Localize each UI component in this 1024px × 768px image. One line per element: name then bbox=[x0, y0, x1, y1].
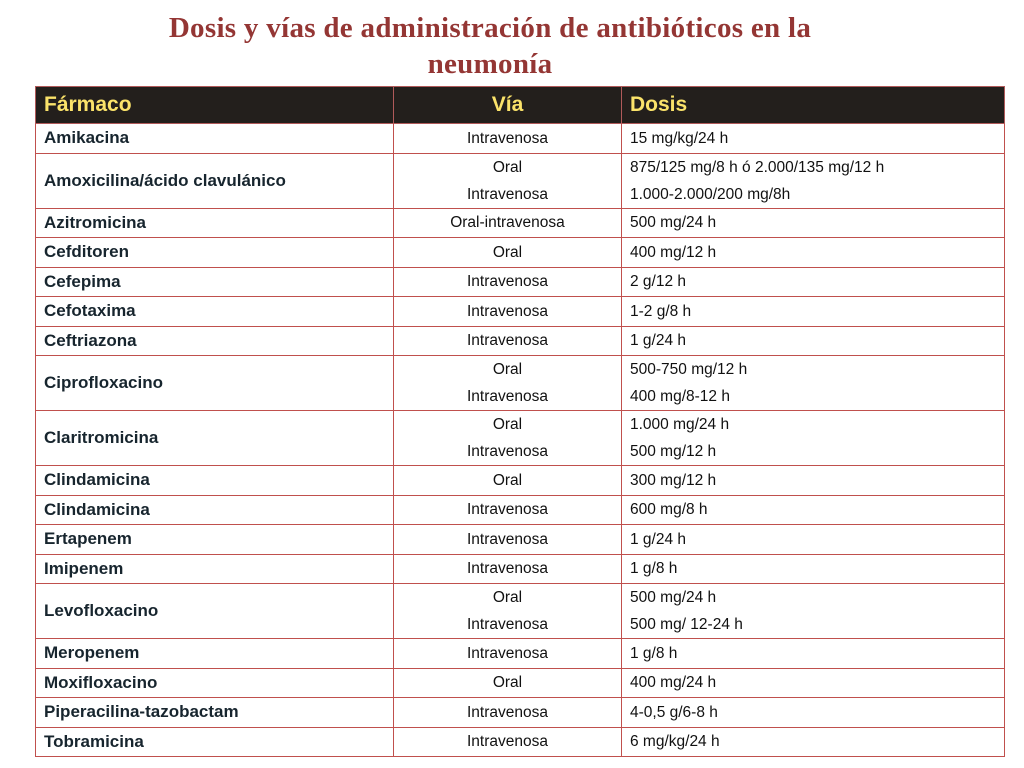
dose-cell bbox=[622, 356, 1005, 411]
drug-name-cell: Clindamicina bbox=[36, 466, 394, 496]
route-value: Intravenosa bbox=[467, 443, 548, 460]
table-row bbox=[36, 208, 1005, 238]
table-row bbox=[36, 124, 1005, 154]
route-cell bbox=[394, 668, 622, 698]
dose-cell bbox=[622, 466, 1005, 496]
route-cell bbox=[394, 153, 622, 208]
dose-cell bbox=[622, 411, 1005, 466]
route-value: Oral bbox=[492, 243, 523, 261]
dose-cell bbox=[622, 238, 1005, 268]
drug-name-cell: Ertapenem bbox=[36, 525, 394, 555]
route-cell bbox=[394, 297, 622, 327]
dose-cell bbox=[622, 495, 1005, 525]
dose-value: 2 g/12 h bbox=[630, 273, 687, 291]
route-value: Intravenosa bbox=[467, 530, 548, 548]
dose-cell bbox=[622, 124, 1005, 154]
dose-value: 1-2 g/8 h bbox=[630, 302, 692, 320]
header-dose: Dosis bbox=[622, 87, 1005, 124]
table-row bbox=[36, 466, 1005, 496]
route-cell bbox=[394, 124, 622, 154]
route-value: Oral bbox=[492, 416, 523, 433]
drug-name-cell: Claritromicina bbox=[36, 411, 394, 466]
table-body bbox=[36, 124, 1005, 757]
dose-value: 15 mg/kg/24 h bbox=[630, 129, 729, 147]
route-cell bbox=[394, 727, 622, 757]
drug-name-cell: Ceftriazona bbox=[36, 326, 394, 356]
route-value: Oral bbox=[492, 361, 523, 378]
table-row bbox=[36, 153, 1005, 208]
dose-cell bbox=[622, 153, 1005, 208]
dose-cell bbox=[622, 698, 1005, 728]
dose-value: 1.000-2.000/200 mg/8h bbox=[630, 185, 791, 203]
drug-name-cell: Clindamicina bbox=[36, 495, 394, 525]
table-header-row bbox=[36, 87, 1005, 124]
drug-name-cell: Levofloxacino bbox=[36, 584, 394, 639]
dose-cell bbox=[622, 639, 1005, 669]
route-cell bbox=[394, 554, 622, 584]
dose-value: 4-0,5 g/6-8 h bbox=[630, 703, 718, 721]
dose-value: 6 mg/kg/24 h bbox=[630, 733, 720, 751]
table-row bbox=[36, 238, 1005, 268]
route-value: Intravenosa bbox=[467, 185, 548, 203]
drug-name-cell: Piperacilina-tazobactam bbox=[36, 698, 394, 728]
route-cell bbox=[394, 466, 622, 496]
dose-cell bbox=[622, 208, 1005, 238]
drug-name-cell: Ciprofloxacino bbox=[36, 356, 394, 411]
page-title-line-1: Dosis y vías de administración de antibióticos en la bbox=[168, 12, 812, 44]
table-row bbox=[36, 698, 1005, 728]
table-row bbox=[36, 356, 1005, 411]
drug-name-cell: Cefditoren bbox=[36, 238, 394, 268]
dose-value: 1 g/8 h bbox=[630, 560, 678, 578]
dose-value: 300 mg/12 h bbox=[630, 471, 717, 489]
table-row bbox=[36, 584, 1005, 639]
route-cell bbox=[394, 238, 622, 268]
drug-name-cell: Amoxicilina/ácido clavulánico bbox=[36, 153, 394, 208]
table-row bbox=[36, 297, 1005, 327]
route-cell bbox=[394, 326, 622, 356]
table-row bbox=[36, 525, 1005, 555]
route-value: Intravenosa bbox=[467, 388, 548, 405]
route-cell bbox=[394, 411, 622, 466]
route-value: Intravenosa bbox=[467, 501, 548, 519]
dose-value: 400 mg/8-12 h bbox=[630, 388, 730, 405]
dose-cell bbox=[622, 297, 1005, 327]
route-cell bbox=[394, 639, 622, 669]
route-value: Oral-intravenosa bbox=[450, 214, 565, 232]
route-cell bbox=[394, 356, 622, 411]
dose-value: 875/125 mg/8 h ó 2.000/135 mg/12 h bbox=[630, 158, 885, 176]
page-title bbox=[20, 10, 960, 82]
table-row bbox=[36, 326, 1005, 356]
dose-cell bbox=[622, 584, 1005, 639]
header-drug: Fármaco bbox=[36, 87, 394, 124]
route-value: Intravenosa bbox=[467, 703, 548, 721]
drug-name-cell: Azitromicina bbox=[36, 208, 394, 238]
drug-name-cell: Amikacina bbox=[36, 124, 394, 154]
route-value: Intravenosa bbox=[467, 733, 548, 751]
dose-value: 600 mg/8 h bbox=[630, 501, 708, 519]
antibiotic-dosage-table bbox=[35, 86, 1005, 757]
route-value: Intravenosa bbox=[467, 273, 548, 291]
table-row bbox=[36, 411, 1005, 466]
dose-value: 500 mg/24 h bbox=[630, 589, 717, 606]
route-cell bbox=[394, 495, 622, 525]
route-value: Oral bbox=[492, 674, 523, 692]
route-cell bbox=[394, 584, 622, 639]
dose-value: 500 mg/24 h bbox=[630, 214, 717, 232]
dose-value: 1 g/24 h bbox=[630, 332, 687, 350]
dose-value: 500 mg/12 h bbox=[630, 443, 717, 460]
route-value: Intravenosa bbox=[467, 302, 548, 320]
route-cell bbox=[394, 698, 622, 728]
drug-name-cell: Cefepima bbox=[36, 267, 394, 297]
route-value: Intravenosa bbox=[467, 616, 548, 633]
dose-cell bbox=[622, 554, 1005, 584]
dose-cell bbox=[622, 668, 1005, 698]
dose-value: 400 mg/24 h bbox=[630, 674, 717, 692]
route-cell bbox=[394, 208, 622, 238]
dose-value: 1.000 mg/24 h bbox=[630, 416, 730, 433]
route-value: Intravenosa bbox=[467, 644, 548, 662]
dose-value: 500 mg/ 12-24 h bbox=[630, 616, 743, 633]
route-cell bbox=[394, 525, 622, 555]
dose-cell bbox=[622, 326, 1005, 356]
table-row bbox=[36, 554, 1005, 584]
drug-name-cell: Meropenem bbox=[36, 639, 394, 669]
dose-cell bbox=[622, 727, 1005, 757]
table-row bbox=[36, 495, 1005, 525]
header-route: Vía bbox=[394, 87, 622, 124]
dose-value: 500-750 mg/12 h bbox=[630, 361, 748, 378]
page-title-line-2: neumonía bbox=[427, 48, 553, 80]
table-row bbox=[36, 668, 1005, 698]
dose-value: 1 g/8 h bbox=[630, 644, 678, 662]
drug-name-cell: Imipenem bbox=[36, 554, 394, 584]
dose-cell bbox=[622, 267, 1005, 297]
route-value: Intravenosa bbox=[467, 560, 548, 578]
drug-name-cell: Tobramicina bbox=[36, 727, 394, 757]
drug-name-cell: Cefotaxima bbox=[36, 297, 394, 327]
route-value: Oral bbox=[492, 589, 523, 606]
drug-name-cell: Moxifloxacino bbox=[36, 668, 394, 698]
dose-value: 1 g/24 h bbox=[630, 530, 687, 548]
dose-cell bbox=[622, 525, 1005, 555]
table-row bbox=[36, 267, 1005, 297]
route-value: Intravenosa bbox=[467, 332, 548, 350]
dose-value: 400 mg/12 h bbox=[630, 243, 717, 261]
route-value: Intravenosa bbox=[467, 129, 548, 147]
table-row bbox=[36, 639, 1005, 669]
route-value: Oral bbox=[492, 471, 523, 489]
table-row bbox=[36, 727, 1005, 757]
route-value: Oral bbox=[492, 158, 523, 176]
route-cell bbox=[394, 267, 622, 297]
